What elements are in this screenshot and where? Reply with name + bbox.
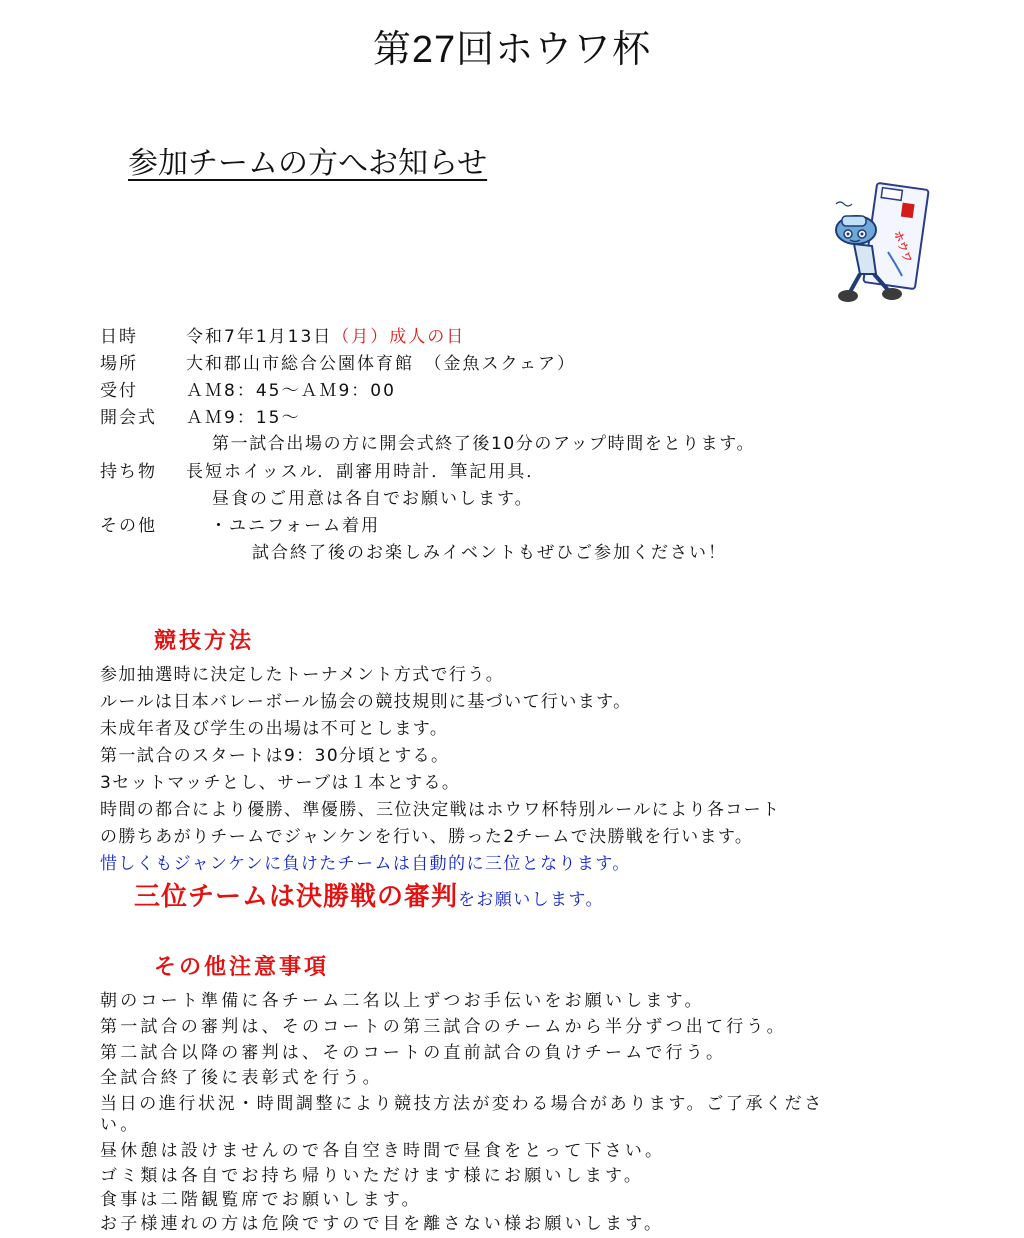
notes-line: 朝のコート準備に各チーム二名以上ずつお手伝いをお願いします。	[100, 991, 705, 1011]
notes-line: 食事は二階観覧席でお願いします。	[100, 1190, 422, 1210]
rules-line: 未成年者及び学生の出場は不可とします。	[100, 719, 449, 739]
rules-line: 参加抽選時に決定したトーナメント方式で行う。	[100, 665, 505, 685]
notes-line: 昼休憩は設けませんので各自空き時間で昼食をとって下さい。	[100, 1141, 666, 1161]
other-label: その他	[100, 516, 157, 536]
items-note: 昼食のご用意は各自でお願いします。	[212, 489, 534, 509]
notice-heading: 参加チームの方へお知らせ	[128, 146, 488, 181]
place-label: 場所	[100, 354, 138, 374]
notes-line: い。	[100, 1115, 141, 1135]
reception-label: 受付	[100, 381, 138, 401]
reception-value: ＡＭ8：45～ＡＭ9：00	[186, 381, 396, 401]
notes-line: 第一試合の審判は、そのコートの第三試合のチームから半分ずつ出て行う。	[100, 1017, 787, 1037]
rules-line: の勝ちあがりチームでジャンケンを行い、勝った2チームで決勝戦を行います。	[100, 827, 754, 847]
rules-line: ルールは日本バレーボール協会の競技規則に基づいて行います。	[100, 692, 632, 712]
other-value: ・ユニフォーム着用	[210, 516, 381, 536]
date-label: 日時	[100, 327, 138, 347]
date-value: 令和7年1月13日（月）成人の日	[186, 327, 466, 347]
mascot-character-icon	[832, 178, 932, 310]
rules-blue-line: 惜しくもジャンケンに負けたチームは自動的に三位となります。	[100, 854, 631, 874]
rules-line: 第一試合のスタートは9：30分頃とする。	[100, 746, 450, 766]
notes-line: 当日の進行状況・時間調整により競技方法が変わる場合があります。ご了承くださ	[100, 1094, 824, 1114]
notes-line: お子様連れの方は危険ですので目を離さない様お願いします。	[100, 1214, 665, 1234]
mascot-banner-text: ホウワ	[890, 228, 915, 265]
notes-line: 第二試合以降の審判は、そのコートの直前試合の負けチームで行う。	[100, 1043, 727, 1063]
rules-heading: 競技方法	[154, 629, 255, 654]
opening-label: 開会式	[100, 408, 157, 428]
rules-emphasis	[134, 876, 604, 913]
emphasis-red-text: 三位チームは決勝戦の審判	[134, 882, 459, 912]
items-value: 長短ホイッスル．副審用時計．筆記用具．	[186, 462, 546, 482]
notes-line: 全試合終了後に表彰式を行う。	[100, 1068, 383, 1088]
opening-note: 第一試合出場の方に開会式終了後10分のアップ時間をとります。	[212, 434, 756, 454]
date-holiday: （月）成人の日	[332, 327, 466, 347]
notes-heading: その他注意事項	[154, 955, 330, 980]
notes-line: ゴミ類は各自でお持ち帰りいただけます様にお願いします。	[100, 1166, 645, 1186]
place-value: 大和郡山市総合公園体育館 （金魚スクェア）	[186, 354, 576, 374]
emphasis-blue-text: をお願いします。	[458, 890, 604, 910]
rules-line: 3セットマッチとし、サーブは１本とする。	[100, 773, 461, 793]
items-label: 持ち物	[100, 462, 157, 482]
page-title: 第27回ホウワ杯	[372, 29, 652, 71]
other-note: 試合終了後のお楽しみイベントもぜひご参加ください！	[252, 543, 727, 563]
rules-line: 時間の都合により優勝、準優勝、三位決定戦はホウワ杯特別ルールにより各コート	[100, 800, 781, 820]
opening-value: ＡＭ9：15～	[186, 408, 301, 428]
